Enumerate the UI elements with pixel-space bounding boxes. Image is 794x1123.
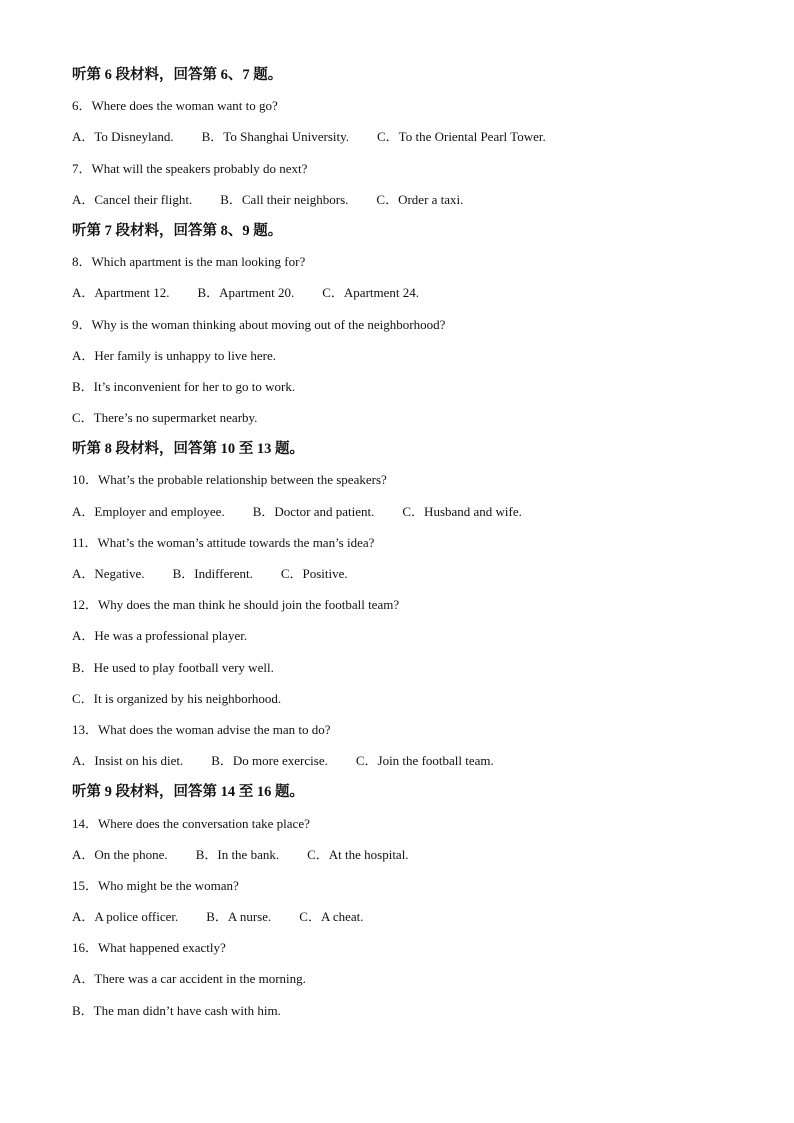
answer-option: B．In the bank. bbox=[195, 846, 280, 862]
question-stem: 12．Why does the man think he should join the football team? bbox=[72, 597, 400, 613]
answer-option: A．Her family is unhappy to live here. bbox=[72, 347, 276, 363]
answer-option: A．Apartment 12. bbox=[72, 285, 170, 301]
answer-option: A．To Disneyland. bbox=[72, 129, 174, 145]
question-stem: 10．What’s the probable relationship between the speakers? bbox=[72, 472, 387, 488]
answer-option: A．Insist on his diet. bbox=[72, 753, 184, 769]
answer-option: B．He used to play football very well. bbox=[72, 659, 274, 675]
answer-option: C．Apartment 24. bbox=[322, 285, 420, 301]
question-stem: 8．Which apartment is the man looking for? bbox=[72, 254, 306, 270]
answer-option: C．There’s no supermarket nearby. bbox=[72, 410, 258, 426]
answer-option: C．Join the football team. bbox=[355, 753, 494, 769]
answer-option: C．Order a taxi. bbox=[376, 191, 464, 207]
answer-option: B．To Shanghai University. bbox=[201, 129, 350, 145]
section-heading: 听第 9 段材料，回答第 14 至 16 题。 bbox=[72, 784, 304, 801]
answer-option: C．At the hospital. bbox=[307, 846, 409, 862]
question-stem: 16．What happened exactly? bbox=[72, 940, 226, 956]
answer-option: A．Cancel their flight. bbox=[72, 191, 193, 207]
question-stem: 7．What will the speakers probably do next? bbox=[72, 160, 308, 176]
answer-option: B．Doctor and patient. bbox=[252, 503, 375, 519]
question-stem: 15．Who might be the woman? bbox=[72, 877, 239, 893]
answer-option: A．Employer and employee. bbox=[72, 503, 225, 519]
answer-option: B．Indifferent. bbox=[172, 566, 253, 581]
answer-option: A．Negative. bbox=[72, 566, 145, 581]
answer-option: C．Husband and wife. bbox=[402, 503, 522, 519]
answer-option: B．It’s inconvenient for her to go to work. bbox=[72, 378, 296, 394]
options-row bbox=[72, 282, 732, 313]
options-row bbox=[72, 563, 732, 594]
answer-option: B．Call their neighbors. bbox=[220, 191, 349, 207]
options-row bbox=[72, 906, 732, 937]
options-row bbox=[72, 126, 732, 157]
answer-option: A．A police officer. bbox=[72, 909, 179, 925]
answer-option: B．A nurse. bbox=[206, 909, 272, 925]
options-row bbox=[72, 750, 732, 781]
answer-option: A．There was a car accident in the morning. bbox=[72, 971, 306, 987]
section-heading: 听第 7 段材料，回答第 8、9 题。 bbox=[72, 222, 283, 239]
answer-option: C．A cheat. bbox=[299, 909, 364, 925]
exam-page bbox=[72, 64, 732, 1031]
question-stem: 11．What’s the woman’s attitude towards the man’s idea? bbox=[72, 534, 375, 550]
answer-option: C．Positive. bbox=[280, 566, 348, 581]
answer-option: B．Do more exercise. bbox=[211, 753, 328, 769]
options-row bbox=[72, 501, 732, 532]
options-row bbox=[72, 189, 732, 220]
question-stem: 13．What does the woman advise the man to do? bbox=[72, 721, 331, 737]
answer-option: B．Apartment 20. bbox=[197, 285, 295, 301]
answer-option: C．It is organized by his neighborhood. bbox=[72, 690, 282, 706]
question-stem: 14．Where does the conversation take place? bbox=[72, 815, 310, 831]
section-heading: 听第 8 段材料，回答第 10 至 13 题。 bbox=[72, 441, 304, 458]
section-heading: 听第 6 段材料，回答第 6、7 题。 bbox=[72, 67, 283, 83]
question-stem: 6．Where does the woman want to go? bbox=[72, 98, 278, 114]
question-stem: 9．Why is the woman thinking about moving out of the neighborhood? bbox=[72, 316, 446, 332]
options-row bbox=[72, 844, 732, 875]
answer-option: C．To the Oriental Pearl Tower. bbox=[377, 129, 546, 145]
answer-option: A．He was a professional player. bbox=[72, 628, 248, 644]
answer-option: B．The man didn’t have cash with him. bbox=[72, 1002, 281, 1018]
answer-option: A．On the phone. bbox=[72, 846, 168, 862]
